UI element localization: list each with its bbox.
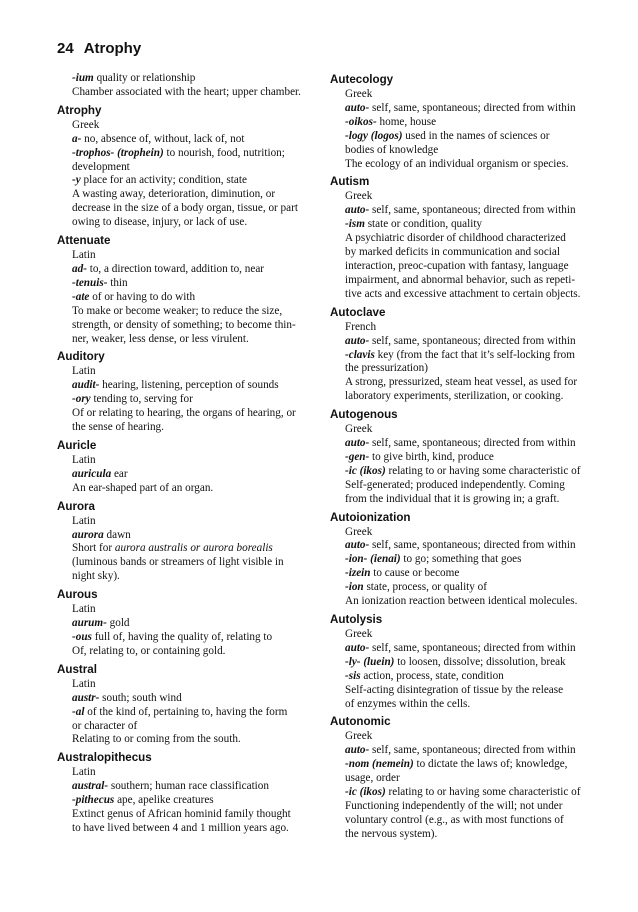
continued-entry [57, 72, 311, 100]
entry-line [57, 766, 311, 780]
line-text: tending to, serving for [90, 393, 193, 406]
line-text: interaction, preoc-cupation with fantasy, language [345, 259, 569, 272]
entry-line [330, 144, 584, 158]
line-text: the pressurization) [345, 362, 428, 375]
entry-headword: Autecology [330, 73, 394, 86]
dictionary-entry [330, 511, 584, 609]
line-text: Extinct genus of African hominid family thought [72, 808, 291, 821]
entry-line [330, 581, 584, 595]
entry-line [330, 362, 584, 376]
entry-line [330, 274, 584, 288]
entry-line [57, 202, 311, 216]
entry-line [57, 407, 311, 421]
morpheme: auto- [345, 437, 370, 450]
line-text: action, process, state, condition [360, 669, 504, 682]
line-text: gold [106, 617, 130, 630]
line-text: self, same, spontaneous; directed from within [369, 539, 576, 552]
dictionary-entry [57, 663, 311, 748]
line-text: Functioning independently of the will; not under [345, 799, 563, 812]
line-text: to cause or become [370, 567, 460, 580]
entry-line [57, 421, 311, 435]
entry-line [57, 645, 311, 659]
line-text: bodies of knowledge [345, 143, 439, 156]
entry-line [330, 218, 584, 232]
line-text: Latin [72, 365, 96, 378]
line-text: ner, weaker, less dense, or less virulent. [72, 332, 249, 345]
entry-line [57, 161, 311, 175]
line-text: from the individual that it is growing in; a graft. [345, 492, 560, 505]
entry-line [330, 102, 584, 116]
dictionary-entry [57, 234, 311, 346]
line-text: ear [111, 467, 128, 480]
line-text: of the kind of, pertaining to, having the form [84, 705, 288, 718]
line-text: to have lived between 4 and 1 million years ago. [72, 821, 289, 834]
entry-headword: Aurora [57, 499, 96, 513]
entry-line [57, 147, 311, 161]
morpheme: -oikos- [345, 115, 377, 128]
dictionary-entry [330, 613, 584, 711]
line-text: Latin [72, 766, 96, 779]
entry-line [57, 333, 311, 347]
entry-line [330, 670, 584, 684]
line-text: owing to disease, injury, or lack of use. [72, 216, 248, 229]
entry-line [330, 190, 584, 204]
entry-line [330, 335, 584, 349]
line-text: home, house [376, 115, 437, 128]
line-text: voluntary control (e.g., as with most functions of [345, 813, 564, 826]
line-text: to go; something that goes [400, 553, 522, 566]
morpheme: -ate [72, 290, 90, 303]
morpheme: auto- [345, 334, 370, 347]
morpheme: -ic (ikos) [345, 464, 386, 477]
line-text: relating to or having some characteristic of [385, 786, 581, 799]
right-column [330, 72, 584, 846]
entry-line [57, 808, 311, 822]
entry-line [330, 526, 584, 540]
entry-line [57, 263, 311, 277]
entry-line [330, 595, 584, 609]
morpheme: -y [72, 174, 81, 187]
line-text: or character of [72, 719, 138, 732]
line-text: Self-acting disintegration of tissue by the release [345, 683, 564, 696]
line-text: to, a direction toward, addition to, near [86, 262, 265, 275]
entry-line [330, 814, 584, 828]
line-text: Latin [72, 514, 96, 527]
morpheme: ad- [72, 262, 87, 275]
entry-headword: Auditory [57, 350, 105, 364]
entry-headword: Auricle [57, 438, 97, 452]
entry-line [330, 656, 584, 670]
entry-line [57, 515, 311, 529]
right-entries [330, 73, 584, 842]
entry-line [57, 393, 311, 407]
entry-headword: Aurous [57, 588, 98, 602]
line-text: hearing, listening, perception of sounds [99, 379, 279, 392]
entry-line [57, 72, 311, 86]
dictionary-entry [330, 73, 584, 171]
dictionary-entry [330, 408, 584, 506]
dictionary-entry [57, 751, 311, 836]
line-text: An ionization reaction between identical molecules. [345, 595, 578, 608]
line-text: Greek [345, 190, 373, 203]
morpheme: austr- [72, 691, 100, 704]
entry-line [330, 642, 584, 656]
line-text: south; south wind [99, 691, 182, 704]
entry-line [330, 730, 584, 744]
dictionary-entry [57, 500, 311, 585]
line-text: the nervous system). [345, 827, 438, 840]
line-text: to give birth, kind, produce [369, 450, 494, 463]
entry-line [330, 786, 584, 800]
entry-headword: Autoionization [330, 510, 411, 524]
entry-line [330, 390, 584, 404]
morpheme: -ory [72, 393, 91, 406]
line-text: Greek [345, 730, 373, 743]
entry-line [57, 706, 311, 720]
morpheme: -sis [345, 669, 361, 682]
morpheme: -clavis [345, 348, 375, 361]
line-text: Self-generated; produced independently. Coming [345, 478, 565, 491]
morpheme: auto- [345, 539, 370, 552]
entry-line [330, 465, 584, 479]
line-text: development [72, 160, 130, 173]
entry-headword: Australopithecus [57, 751, 152, 765]
line-text: (luminous bands or streamers of light visible in [72, 556, 284, 569]
entry-line [330, 321, 584, 335]
line-text: state, process, or quality of [363, 581, 487, 594]
entry-line [57, 454, 311, 468]
entry-line [57, 678, 311, 692]
morpheme: -tenuis- [72, 276, 108, 289]
entry-line [57, 174, 311, 188]
entry-headword: Attenuate [57, 234, 111, 248]
morpheme: audit- [72, 379, 100, 392]
entry-line [57, 291, 311, 305]
entry-line [57, 822, 311, 836]
morpheme: -trophos- (trophein) [72, 146, 164, 159]
line-text: relating to or having some characteristic of [385, 464, 581, 477]
entry-line [330, 232, 584, 246]
morpheme: aurum- [72, 617, 107, 630]
entry-line [57, 617, 311, 631]
line-text: Of or relating to hearing, the organs of hearing, or [72, 407, 296, 420]
line-text: tive acts and excessive attachment to certain objects. [345, 287, 581, 300]
entry-line [330, 493, 584, 507]
entry-line [57, 249, 311, 263]
line-text: ape, apelike creatures [114, 794, 214, 807]
line-text: self, same, spontaneous; directed from within [369, 204, 576, 217]
entry-headword: Autonomic [330, 715, 391, 729]
morpheme: -gen- [345, 450, 370, 463]
entry-line [57, 216, 311, 230]
line-text: A psychiatric disorder of childhood characterized [345, 232, 566, 245]
line-text: decrease in the size of a body organ, tissue, or part [72, 202, 298, 215]
entry-line [330, 158, 584, 172]
line-text: To make or become weaker; to reduce the size, [72, 304, 283, 317]
entry-line [57, 119, 311, 133]
entry-headword: Autoclave [330, 305, 386, 319]
morpheme: aurora [72, 528, 104, 541]
entry-headword: Austral [57, 662, 97, 676]
entry-line [57, 570, 311, 584]
line-text: the sense of hearing. [72, 421, 164, 434]
entry-line [330, 539, 584, 553]
line-text: to dictate the laws of; knowledge, [413, 758, 568, 771]
line-text: no, absence of, without, lack of, not [81, 132, 245, 145]
entry-line [330, 479, 584, 493]
entry-headword: Autolysis [330, 613, 383, 626]
entry-line [330, 553, 584, 567]
entry-line [57, 780, 311, 794]
entry-line [330, 567, 584, 581]
entry-line [57, 133, 311, 147]
line-text: usage, order [345, 772, 400, 785]
entry-line [57, 733, 311, 747]
entry-line [330, 744, 584, 758]
running-header [57, 40, 141, 57]
line-text: night sky). [72, 570, 120, 583]
entry-line [330, 684, 584, 698]
line-text: French [345, 320, 377, 333]
entry-line [57, 319, 311, 333]
entry-line [57, 379, 311, 393]
line-text: of or having to do with [89, 290, 196, 303]
morpheme: -ic (ikos) [345, 786, 386, 799]
line-text: Latin [72, 603, 96, 616]
dictionary-entry [330, 175, 584, 301]
line-text: Latin [72, 453, 96, 466]
line-text: place for an activity; condition, state [80, 174, 247, 187]
entry-line [330, 772, 584, 786]
line-text: Greek [72, 118, 100, 131]
line-text: Greek [345, 423, 373, 436]
line-text: Relating to or coming from the south. [72, 733, 241, 746]
morpheme: -ous [72, 631, 92, 643]
morpheme: -pithecus [72, 794, 115, 807]
entry-line [57, 542, 311, 556]
entry-line [57, 631, 311, 645]
left-entries [57, 104, 311, 836]
line-text: A strong, pressurized, steam heat vessel, as used for [345, 376, 578, 389]
line-text: of enzymes within the cells. [345, 697, 471, 710]
morpheme: auto- [345, 101, 370, 114]
line-text: strength, or density of something; to become thin- [72, 318, 296, 331]
morpheme: auto- [345, 641, 370, 654]
entry-line [330, 116, 584, 130]
line-text: Latin [72, 677, 96, 690]
line-text: The ecology of an individual organism or species. [345, 157, 569, 170]
line-text: self, same, spontaneous; directed from within [369, 101, 576, 114]
entry-line [330, 800, 584, 814]
entry-line [330, 828, 584, 842]
dictionary-entry [57, 588, 311, 659]
morpheme: -logy (logos) [345, 129, 403, 142]
dictionary-entry [57, 439, 311, 496]
morpheme: -ion- (ienai) [345, 553, 401, 566]
line-text: An ear-shaped part of an organ. [72, 481, 214, 494]
entry-line [330, 451, 584, 465]
line-text: state or condition, quality [364, 218, 483, 231]
morpheme: -ly- (luein) [345, 655, 395, 668]
entry-line [330, 376, 584, 390]
entry-line [330, 698, 584, 712]
entry-line [57, 720, 311, 734]
line-text: self, same, spontaneous; directed from within [369, 334, 576, 347]
morpheme: -al [72, 705, 85, 718]
line-text: self, same, spontaneous; directed from within [369, 437, 576, 450]
entry-line [57, 794, 311, 808]
line-text: laboratory experiments, sterilization, or cooking. [345, 390, 564, 403]
entry-line [57, 188, 311, 202]
entry-line [57, 277, 311, 291]
morpheme: -ism [345, 218, 365, 231]
line-text: dawn [103, 528, 131, 541]
line-text: thin [107, 276, 128, 289]
entry-line [57, 365, 311, 379]
dictionary-entry [330, 306, 584, 404]
line-text: self, same, spontaneous; directed from within [369, 744, 576, 757]
entry-line [57, 86, 311, 100]
line-text: full of, having the quality of, relating to [91, 631, 273, 643]
morpheme: auto- [345, 744, 370, 757]
entry-line [57, 468, 311, 482]
dictionary-entry [57, 350, 311, 435]
dictionary-entry [330, 715, 584, 841]
entry-line [57, 482, 311, 496]
morpheme: austral- [72, 780, 109, 793]
line-text: to nourish, food, nutrition; [163, 146, 285, 159]
line-text: Greek [345, 525, 373, 538]
entry-line [330, 246, 584, 260]
line-text: Greek [345, 628, 373, 640]
entry-line [330, 88, 584, 102]
line-text: Of, relating to, or containing gold. [72, 644, 226, 657]
entry-line [330, 130, 584, 144]
entry-line [57, 556, 311, 570]
morpheme: -ion [345, 581, 364, 594]
line-text: Short for [72, 542, 115, 555]
entry-line [330, 204, 584, 218]
line-text: A wasting away, deterioration, diminution, or [72, 188, 276, 201]
entry-headword: Autogenous [330, 408, 398, 422]
line-text: key (from the fact that it’s self-locking from [374, 348, 575, 361]
morpheme: -nom (nemein) [345, 758, 414, 771]
page-number: 24 [57, 40, 74, 57]
line-text: to loosen, dissolve; dissolution, break [394, 655, 566, 668]
morpheme: -izein [345, 567, 371, 580]
entry-line [330, 758, 584, 772]
entry-line [57, 603, 311, 617]
entry-line [330, 437, 584, 451]
entry-line [57, 692, 311, 706]
line-text: southern; human race classification [108, 780, 269, 793]
line-text: used in the names of sciences or [402, 129, 550, 142]
entry-headword: Atrophy [57, 103, 102, 117]
morpheme: auto- [345, 204, 370, 217]
entry-line [330, 260, 584, 274]
line-text: Greek [345, 88, 373, 100]
left-column [57, 72, 311, 840]
entry-line [57, 305, 311, 319]
entry-line [330, 628, 584, 642]
running-head: Atrophy [83, 40, 142, 57]
line-text: by marked deficits in communication and social [345, 246, 560, 259]
morpheme: -ium [72, 72, 94, 84]
morpheme: auricula [72, 467, 112, 480]
line-text: self, same, spontaneous; directed from within [369, 641, 576, 654]
line-text: Latin [72, 249, 96, 262]
entry-line [330, 423, 584, 437]
italic-text: aurora australis or aurora borealis [114, 542, 273, 555]
entry-line [57, 529, 311, 543]
morpheme: a- [72, 132, 82, 145]
entry-line [330, 288, 584, 302]
line-text: quality or relationship [93, 72, 196, 84]
entry-headword: Autism [330, 175, 370, 189]
entry-line [330, 349, 584, 363]
line-text: impairment, and abnormal behavior, such as repeti- [345, 273, 576, 286]
line-text: Chamber associated with the heart; upper chamber. [72, 85, 301, 98]
dictionary-entry [57, 104, 311, 230]
